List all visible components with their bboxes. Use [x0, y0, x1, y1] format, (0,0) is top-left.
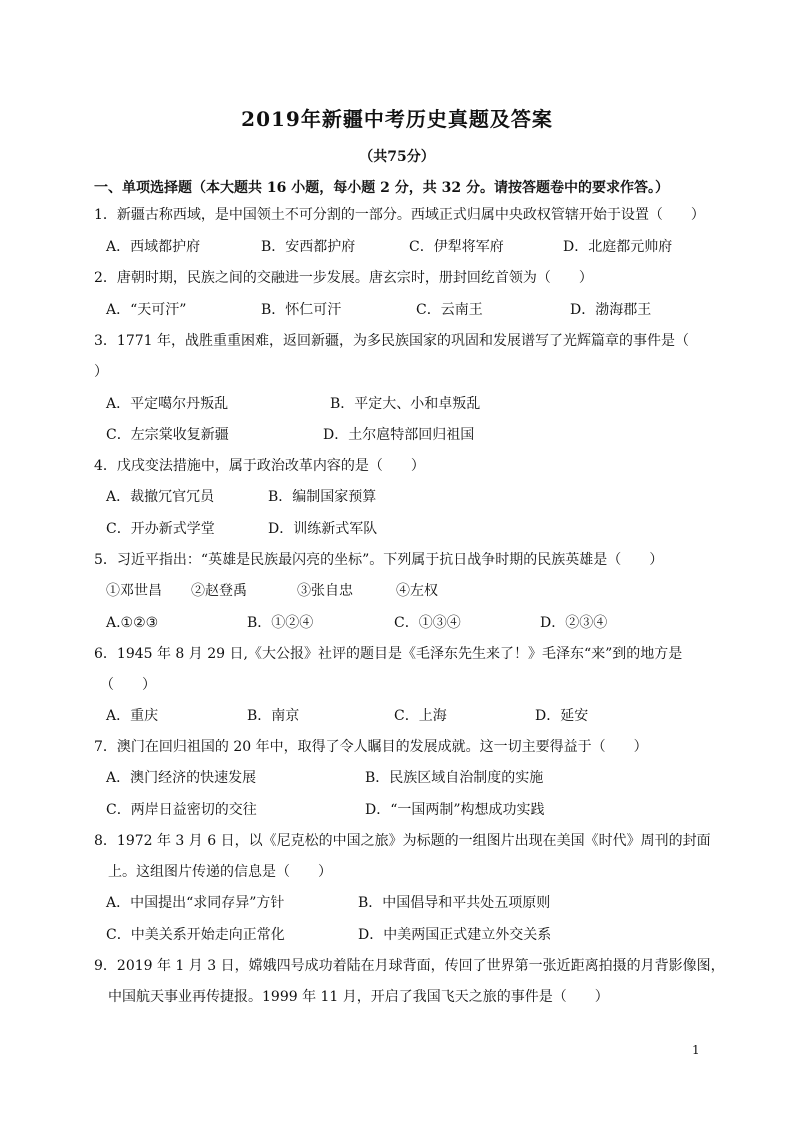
question-8-option-c: C．中美关系开始走向正常化 [106, 927, 285, 943]
question-8-stem-cont: 上。这组图片传递的信息是（ ） [108, 864, 332, 880]
question-1-option-c: C．伊犁将军府 [409, 239, 504, 255]
question-9-stem-cont: 中国航天事业再传捷报。1999 年 11 月，开启了我国飞天之旅的事件是（ ） [108, 989, 609, 1005]
question-2-option-c: C．云南王 [416, 302, 483, 318]
question-7-option-c: C．两岸日益密切的交往 [106, 802, 257, 818]
question-3-option-b: B．平定大、小和卓叛乱 [330, 396, 481, 412]
question-1-option-a: A．西域都护府 [106, 239, 201, 255]
question-5-option-d: D．②③④ [540, 615, 608, 631]
question-1-option-d: D．北庭都元帅府 [563, 239, 673, 255]
question-4-option-c: C．开办新式学堂 [106, 521, 215, 537]
question-2-option-b: B．怀仁可汗 [261, 302, 342, 318]
question-4-stem: 4．戊戌变法措施中，属于政治改革内容的是（ ） [94, 458, 425, 474]
question-7-option-a: A．澳门经济的快速发展 [106, 770, 257, 786]
question-2-option-a: A．“天可汗” [106, 302, 187, 318]
question-3-option-c: C．左宗棠收复新疆 [106, 427, 229, 443]
question-5-option-a: A.①②③ [106, 615, 159, 631]
question-5-item-2: ②赵登禹 [191, 583, 247, 599]
page-number: 1 [692, 1043, 700, 1057]
question-4-option-a: A．裁撤冗官冗员 [106, 489, 215, 505]
question-4-option-b: B．编制国家预算 [268, 489, 377, 505]
question-5-item-3: ③张自忠 [297, 583, 353, 599]
question-3-stem-cont: ） [94, 364, 108, 380]
question-6-option-a: A．重庆 [106, 708, 159, 724]
question-2-option-d: D．渤海郡王 [570, 302, 652, 318]
question-6-option-b: B．南京 [247, 708, 300, 724]
question-6-option-c: C．上海 [394, 708, 447, 724]
question-1-stem: 1．新疆古称西域，是中国领土不可分割的一部分。西域正式归属中央政权管辖开始于设置（ ） [94, 207, 705, 223]
question-8-stem: 8．1972 年 3 月 6 日，以《尼克松的中国之旅》为标题的一组图片出现在美国《时代》周刊的封面 [94, 833, 711, 849]
question-5-item-1: ①邓世昌 [106, 583, 162, 599]
question-8-option-a: A．中国提出“求同存异”方针 [106, 895, 285, 911]
question-1-option-b: B．安西都护府 [261, 239, 356, 255]
question-5-item-4: ④左权 [396, 583, 438, 599]
question-7-option-b: B．民族区域自治制度的实施 [365, 770, 544, 786]
question-8-option-b: B．中国倡导和平共处五项原则 [358, 895, 551, 911]
question-4-option-d: D．训练新式军队 [268, 521, 378, 537]
question-6-option-d: D．延安 [535, 708, 589, 724]
question-2-stem: 2．唐朝时期，民族之间的交融进一步发展。唐玄宗时，册封回纥首领为（ ） [94, 270, 593, 286]
question-5-stem: 5．习近平指出：“英雄是民族最闪亮的坐标”。下列属于抗日战争时期的民族英雄是（ ） [94, 552, 664, 568]
question-7-stem: 7．澳门在回归祖国的 20 年中，取得了令人瞩目的发展成就。这一切主要得益于（ ） [94, 739, 648, 755]
question-9-stem: 9．2019 年 1 月 3 日，嫦娥四号成功着陆在月球背面，传回了世界第一张近距离拍摄的月背影像图， [94, 958, 725, 974]
question-5-option-c: C．①③④ [394, 615, 461, 631]
question-3-stem: 3．1771 年，战胜重重困难，返回新疆，为多民族国家的巩固和发展谱写了光辉篇章的事件是（ [94, 333, 689, 349]
question-5-option-b: B．①②④ [247, 615, 314, 631]
question-8-option-d: D．中美两国正式建立外交关系 [358, 927, 552, 943]
question-3-option-a: A．平定噶尔丹叛乱 [106, 396, 229, 412]
page-subtitle: （共75分） [359, 149, 435, 165]
question-6-stem-cont: （ ） [100, 677, 156, 693]
question-3-option-d: D．土尔扈特部回归祖国 [323, 427, 475, 443]
section-heading: 一、单项选择题（本大题共 16 小题，每小题 2 分，共 32 分。请按答题卷中的要求作答。） [94, 180, 669, 196]
question-7-option-d: D．“一国两制”构想成功实践 [365, 802, 545, 818]
page-title: 2019年新疆中考历史真题及答案 [241, 107, 553, 131]
question-6-stem: 6．1945 年 8 月 29 日,《大公报》社评的题目是《毛泽东先生来了！》毛泽东“来”到的地方是 [94, 646, 683, 662]
